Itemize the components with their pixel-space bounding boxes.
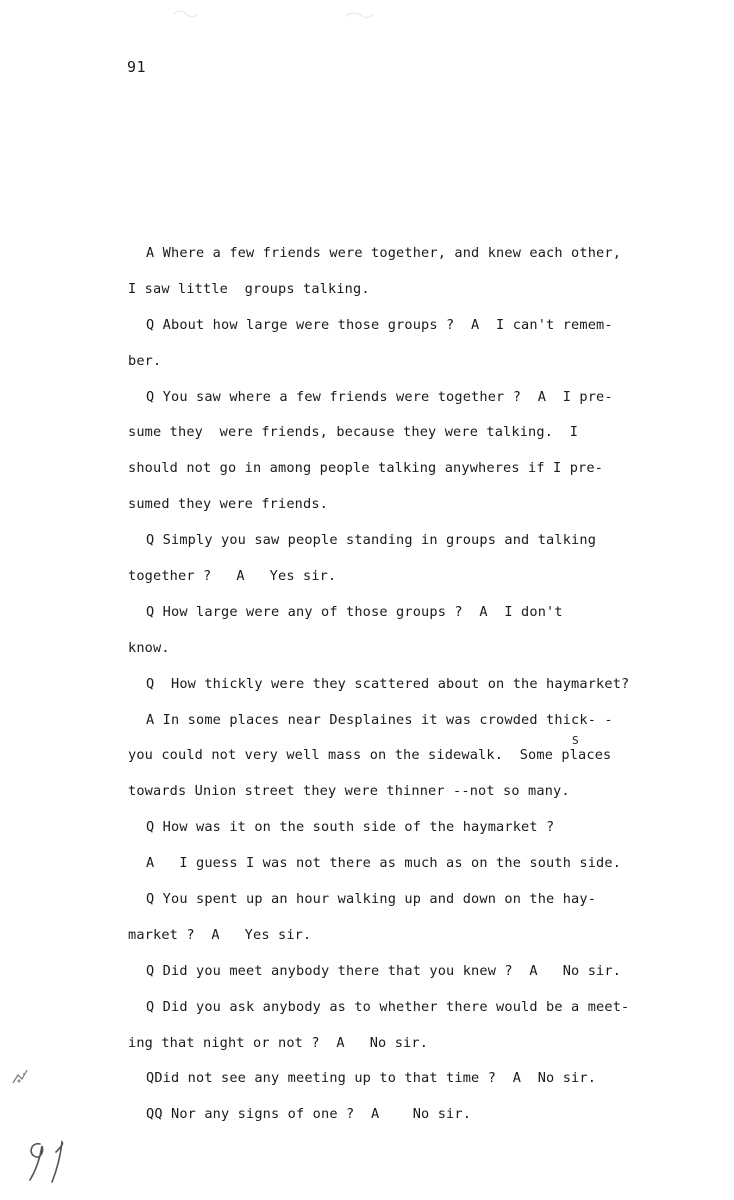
- transcript-line: market ? A Yes sir.: [128, 926, 312, 943]
- bleed-through-mark-icon: [340, 4, 380, 22]
- transcript-line: together ? A Yes sir.: [128, 568, 337, 585]
- page-number: 91: [127, 58, 147, 76]
- transcript-line: A Where a few friends were together, and knew each other,: [146, 245, 622, 261]
- transcript-line: Q How thickly were they scattered about on the haymarket?: [146, 675, 630, 692]
- transcript-line: Q Did you ask anybody as to whether there would be a meet-: [146, 998, 630, 1015]
- transcript-line: Q You spent up an hour walking up and down on the hay-: [146, 891, 597, 908]
- transcript-line: A I guess I was not there as much as on the south side.: [146, 855, 622, 872]
- transcript-line: Q About how large were those groups ? A I can't remem-: [146, 316, 613, 333]
- transcript-line: ber.: [128, 352, 162, 369]
- transcript-line: QQ Nor any signs of one ? A No sir.: [146, 1106, 472, 1123]
- transcript-body: [128, 236, 708, 1133]
- transcript-line: you could not very well mass on the sidewalk. Some places: [128, 747, 612, 764]
- transcript-line: A In some places near Desplaines it was crowded thick- -: [146, 711, 613, 728]
- transcript-line: sumed they were friends.: [128, 496, 329, 513]
- transcript-line: I saw little groups talking.: [128, 280, 370, 297]
- handwritten-insertion: S: [572, 734, 579, 747]
- ink-smudge-icon: [10, 1065, 32, 1089]
- transcript-line: Q Did you meet anybody there that you knew ? A No sir.: [146, 962, 622, 979]
- transcript-line: sume they were friends, because they were talking. I: [128, 424, 579, 441]
- transcript-line: know.: [128, 639, 170, 656]
- transcript-line: QDid not see any meeting up to that time ? A No sir.: [146, 1070, 597, 1087]
- transcript-line: ing that night or not ? A No sir.: [128, 1034, 429, 1051]
- bleed-through-mark-icon: [170, 4, 210, 22]
- handwritten-91-icon: [22, 1130, 82, 1190]
- transcript-line: Q How large were any of those groups ? A I don't: [146, 603, 563, 620]
- transcript-line: should not go in among people talking anywheres if I pre-: [128, 460, 604, 477]
- transcript-line: Q You saw where a few friends were together ? A I pre-: [146, 388, 613, 405]
- transcript-line: towards Union street they were thinner --not so many.: [128, 783, 570, 800]
- transcript-line: Q How was it on the south side of the haymarket ?: [146, 819, 555, 836]
- transcript-line: Q Simply you saw people standing in groups and talking: [146, 532, 597, 549]
